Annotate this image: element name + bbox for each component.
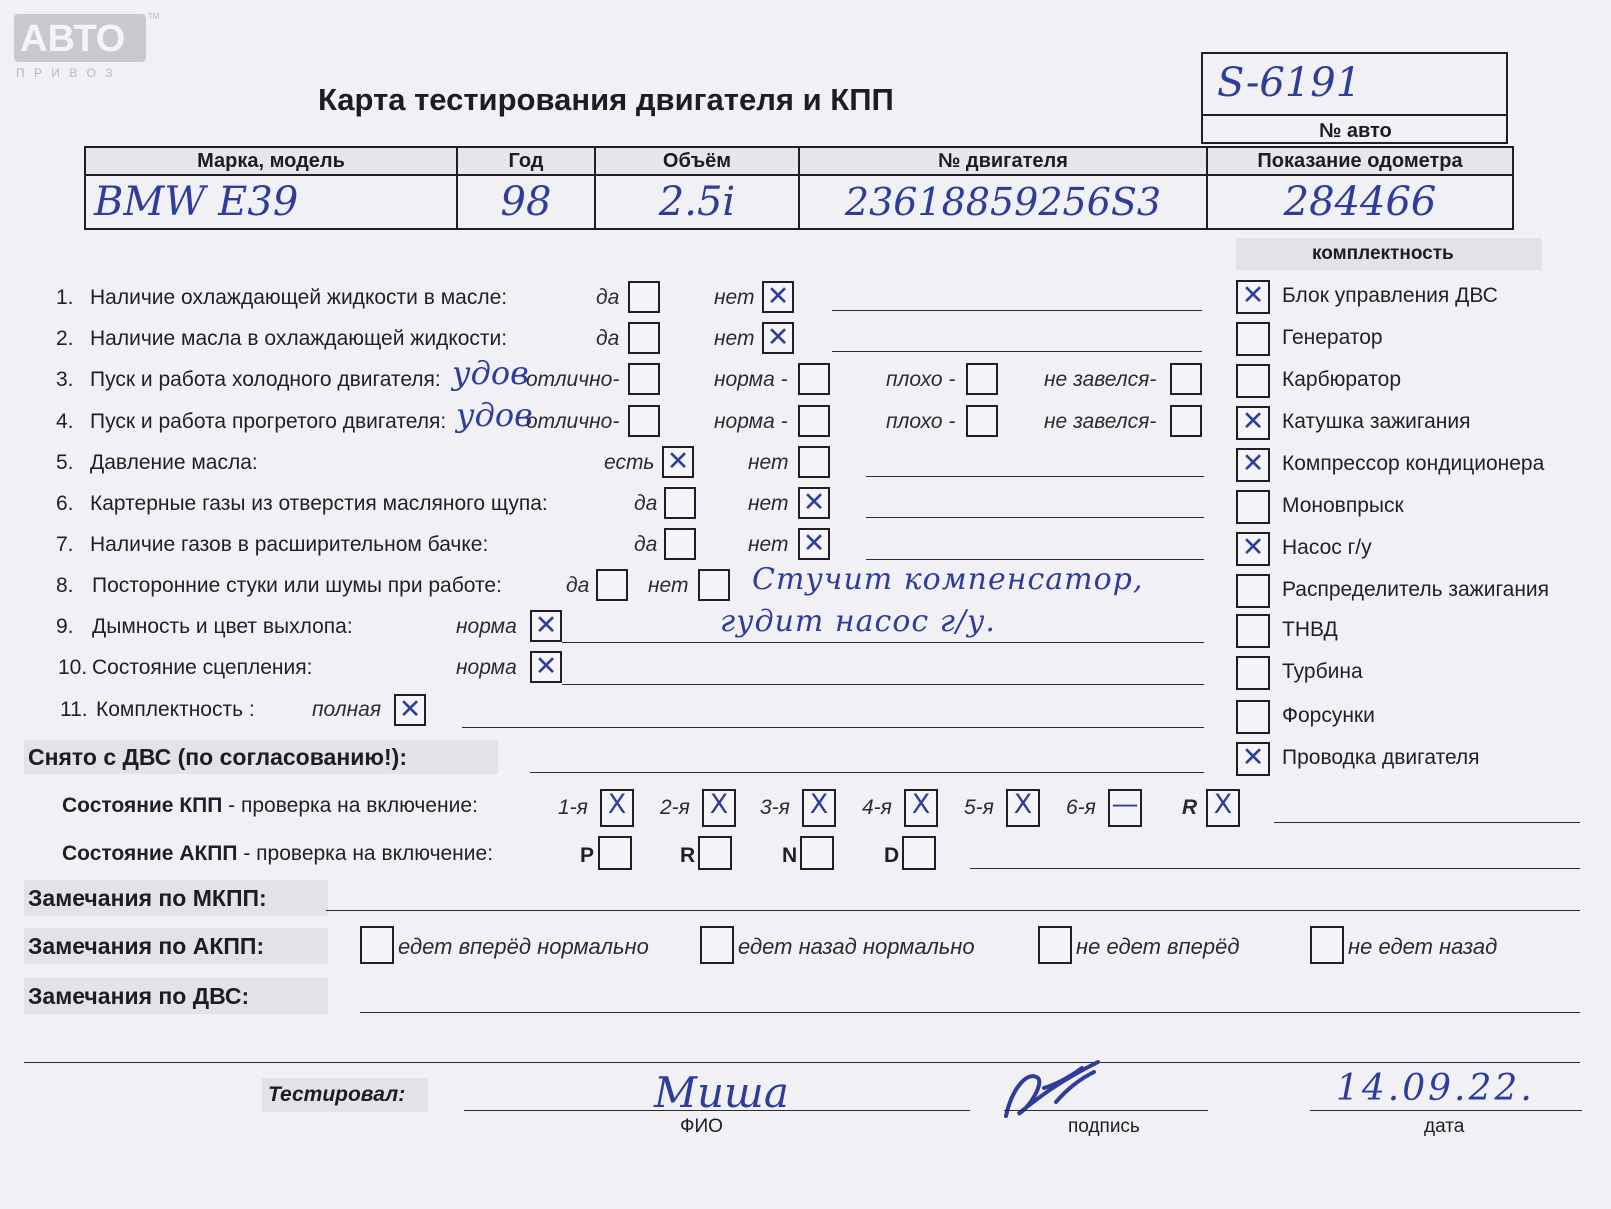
kit-item-label: Распределитель зажигания [1282,578,1550,601]
item-3-text: Пуск и работа холодного двигателя: [90,368,441,391]
kit-checkbox[interactable] [1236,448,1270,482]
akpp-mode-checkbox[interactable] [698,836,732,870]
item-2-opt-yes-label: да [596,327,620,350]
item-1-line [832,310,1202,311]
kpp-gear-label: 6-я [1066,796,1096,819]
engine-number-value: 23618859256S3 [799,175,1207,229]
kit-checkbox[interactable] [1236,490,1270,524]
akpp-line [970,868,1580,869]
item-5-yes-checkbox[interactable]: ✕ [662,446,694,478]
item-11-opt-label: полная [312,698,382,721]
item-6-opt-no-label: нет [748,492,789,515]
kpp-gear-label: 3-я [760,796,790,819]
page-title: Карта тестирования двигателя и КПП [318,82,894,117]
item-7-text: Наличие газов в расширительном бачке: [90,533,489,556]
tested-name-line [464,1110,970,1111]
logo [14,14,146,62]
item-1-yes-checkbox[interactable] [628,281,660,313]
gear-mark-icon: X [1213,789,1233,820]
item-1-no-checkbox[interactable]: ✕ [762,281,794,313]
item-2-no-checkbox[interactable]: ✕ [762,322,794,354]
kit-checkbox[interactable] [1236,406,1270,440]
kit-item-label: Турбина [1282,660,1363,683]
signature-line [1004,1110,1208,1111]
auto-number-box [1201,52,1508,144]
item-11-text: Комплектность : [96,698,255,721]
item-9-checkbox[interactable]: ✕ [530,610,562,642]
removed-line [530,772,1204,773]
check-mark-icon: ✕ [1241,532,1265,563]
item-3-opt-normal: норма - [714,368,788,391]
gear-mark-icon: X [911,789,931,820]
kpp-gear-label: 1-я [558,796,588,819]
item-8-no-checkbox[interactable] [698,569,730,601]
kpp-gear-label: 4-я [862,796,892,819]
remarks-dvs-line-2 [24,1062,1580,1063]
odometer-value: 284466 [1207,175,1513,229]
auto-number-divider [1203,114,1506,116]
kit-item-label: Моновпрыск [1282,494,1404,517]
kpp-gear-checkbox[interactable] [600,789,634,827]
removed-label: Снято с ДВС (по согласованию!): [24,740,498,774]
item-6-no-checkbox[interactable]: ✕ [798,487,830,519]
item-6-number: 6. [56,492,74,515]
check-mark-icon: ✕ [1241,742,1265,773]
item-7-number: 7. [56,533,74,556]
kpp-gear-checkbox[interactable] [1206,789,1240,827]
remarks-dvs-line [360,1012,1580,1013]
kit-item-label: ТНВД [1282,618,1338,641]
item-3-handwritten: удов [452,354,529,392]
gear-mark-icon: X [1013,789,1033,820]
akpp-backward-ok-checkbox[interactable] [700,926,734,964]
tested-name-caption: ФИО [680,1116,723,1137]
item-1-opt-no-label: нет [714,286,755,309]
kit-checkbox[interactable] [1236,280,1270,314]
akpp-forward-ok-checkbox[interactable] [360,926,394,964]
item-3-not-started-checkbox[interactable] [1170,363,1202,395]
kit-title: комплектность [1236,238,1542,270]
item-5-text: Давление масла: [90,451,258,474]
akpp-mode-label: N [782,844,798,867]
kit-checkbox[interactable] [1236,700,1270,734]
logo-sub: П Р И В О З [16,66,116,80]
item-2-number: 2. [56,327,74,350]
item-5-number: 5. [56,451,74,474]
item-4-text: Пуск и работа прогретого двигателя: [90,410,447,433]
kit-checkbox[interactable] [1236,614,1270,648]
akpp-backward-ok-label: едет назад нормально [738,934,975,959]
kit-checkbox[interactable] [1236,656,1270,690]
kpp-gear-checkbox[interactable] [1006,789,1040,827]
item-11-checkbox[interactable]: ✕ [394,694,426,726]
kpp-gear-label: 2-я [660,796,690,819]
remarks-mkpp-label: Замечания по МКПП: [24,880,328,916]
volume-value: 2.5i [595,175,799,229]
kit-item-label: Насос г/у [1282,536,1372,559]
tested-name: Миша [654,1068,789,1117]
item-5-opt-no-label: нет [748,451,789,474]
akpp-no-forward-checkbox[interactable] [1038,926,1072,964]
item-5-no-checkbox[interactable] [798,446,830,478]
kit-checkbox[interactable] [1236,532,1270,566]
auto-number-value: S-6191 [1217,60,1362,106]
akpp-no-forward-label: не едет вперёд [1076,934,1240,959]
item-10-line [562,684,1204,685]
akpp-mode-label: P [580,844,595,867]
year-value: 98 [457,175,595,229]
item-1-opt-yes-label: да [596,286,620,309]
akpp-forward-ok-label: едет вперёд нормально [398,934,649,959]
item-4-opt-normal: норма - [714,410,788,433]
signature [998,1058,1108,1122]
item-7-line [866,559,1204,560]
item-2-yes-checkbox[interactable] [628,322,660,354]
kpp-gear-checkbox[interactable] [904,789,938,827]
gear-mark-icon: X [607,789,627,820]
item-3-normal-checkbox[interactable] [798,363,830,395]
item-9-note: гудит насос г/у. [720,604,996,639]
item-6-yes-checkbox[interactable] [664,487,696,519]
tested-label: Тестировал: [262,1078,428,1112]
item-11-line [462,727,1204,728]
item-4-opt-bad: плохо - [886,410,956,433]
tested-date: 14.09.22. [1336,1068,1535,1109]
akpp-label-rest: - проверка на включение: [237,842,494,865]
gear-mark-icon: X [709,789,729,820]
akpp-mode-checkbox[interactable] [902,836,936,870]
kit-checkbox[interactable] [1236,364,1270,398]
kpp-label-rest: - проверка на включение: [222,794,478,817]
item-8-text: Посторонние стуки или шумы при работе: [92,574,502,597]
date-caption: дата [1424,1116,1465,1137]
item-3-opt-bad: плохо - [886,368,956,391]
gear-mark-icon: — [1111,789,1139,820]
item-10-checkbox[interactable]: ✕ [530,651,562,683]
item-10-number: 10. [58,656,88,679]
kit-item-label: Катушка зажигания [1282,410,1471,433]
remarks-dvs-label: Замечания по ДВС: [24,978,328,1014]
kpp-gear-checkbox[interactable] [702,789,736,827]
item-9-opt-label: норма [456,615,517,638]
item-9-text: Дымность и цвет выхлопа: [92,615,353,638]
item-1-text: Наличие охлаждающей жидкости в масле: [90,286,508,309]
akpp-label [62,842,493,866]
kit-item-label: Проводка двигателя [1282,746,1480,769]
akpp-no-backward-checkbox[interactable] [1310,926,1344,964]
kpp-gear-checkbox[interactable] [1108,789,1142,827]
item-3-opt-not-started: не завелся- [1044,368,1157,391]
kpp-gear-label: R [1182,796,1198,819]
item-3-bad-checkbox[interactable] [966,363,998,395]
kpp-label-bold: Состояние КПП [62,794,223,817]
date-line [1310,1110,1582,1111]
logo-tm: TM [148,12,160,21]
item-4-excellent-checkbox[interactable] [628,405,660,437]
item-2-line [832,351,1202,352]
item-8-opt-yes-label: да [566,574,590,597]
signature-caption: подпись [1068,1116,1140,1137]
item-7-no-checkbox[interactable]: ✕ [798,528,830,560]
item-4-handwritten: удов [456,396,533,434]
item-4-bad-checkbox[interactable] [966,405,998,437]
item-7-yes-checkbox[interactable] [664,528,696,560]
item-4-opt-excellent: отлично- [526,410,620,433]
kpp-line [1274,822,1580,823]
item-10-opt-label: норма [456,656,517,679]
make-model-value: BMW E39 [85,175,457,229]
item-4-number: 4. [56,410,74,433]
item-6-opt-yes-label: да [634,492,658,515]
item-3-opt-excellent: отлично- [526,368,620,391]
item-3-excellent-checkbox[interactable] [628,363,660,395]
item-9-number: 9. [56,615,74,638]
kit-item-label: Блок управления ДВС [1282,284,1498,307]
col-odometer: Показание одометра [1207,147,1513,175]
item-7-opt-yes-label: да [634,533,658,556]
logo-main: АВТО [20,18,126,60]
kpp-gear-label: 5-я [964,796,994,819]
akpp-mode-checkbox[interactable] [800,836,834,870]
vehicle-info-table [84,146,1514,230]
kit-checkbox[interactable] [1236,322,1270,356]
akpp-mode-label: R [680,844,696,867]
item-1-number: 1. [56,286,74,309]
akpp-label-bold: Состояние АКПП [62,842,238,865]
item-2-text: Наличие масла в охлаждающей жидкости: [90,327,508,350]
item-4-opt-not-started: не завелся- [1044,410,1157,433]
item-8-number: 8. [56,574,74,597]
kit-item-label: Генератор [1282,326,1383,349]
item-4-not-started-checkbox[interactable] [1170,405,1202,437]
col-engine-number: № двигателя [799,147,1207,175]
item-8-note: Стучит компенсатор, [752,562,1144,597]
col-make-model: Марка, модель [85,147,457,175]
remarks-akpp-label: Замечания по АКПП: [24,928,328,964]
kpp-gear-checkbox[interactable] [802,789,836,827]
kit-checkbox[interactable] [1236,574,1270,608]
kit-item-label: Карбюратор [1282,368,1402,391]
kit-item-label: Форсунки [1282,704,1375,727]
item-10-text: Состояние сцепления: [92,656,313,679]
item-6-line [866,517,1204,518]
kpp-label [62,794,478,818]
kit-item-label: Компрессор кондиционера [1282,452,1545,475]
item-11-number: 11. [60,698,88,721]
item-5-opt-yes-label: есть [604,451,655,474]
item-8-yes-checkbox[interactable] [596,569,628,601]
item-6-text: Картерные газы из отверстия масляного щупа: [90,492,548,515]
item-3-number: 3. [56,368,74,391]
check-mark-icon: ✕ [1241,280,1265,311]
akpp-mode-label: D [884,844,900,867]
col-volume: Объём [595,147,799,175]
kit-checkbox[interactable] [1236,742,1270,776]
item-8-opt-no-label: нет [648,574,689,597]
check-mark-icon: ✕ [1241,406,1265,437]
check-mark-icon: ✕ [1241,448,1265,479]
gear-mark-icon: X [809,789,829,820]
item-4-normal-checkbox[interactable] [798,405,830,437]
remarks-mkpp-line [326,910,1580,911]
col-year: Год [457,147,595,175]
item-7-opt-no-label: нет [748,533,789,556]
akpp-no-backward-label: не едет назад [1348,934,1498,959]
item-9-line [562,642,1204,643]
item-5-line [866,476,1204,477]
auto-number-label: № авто [1319,120,1392,142]
item-2-opt-no-label: нет [714,327,755,350]
akpp-mode-checkbox[interactable] [598,836,632,870]
